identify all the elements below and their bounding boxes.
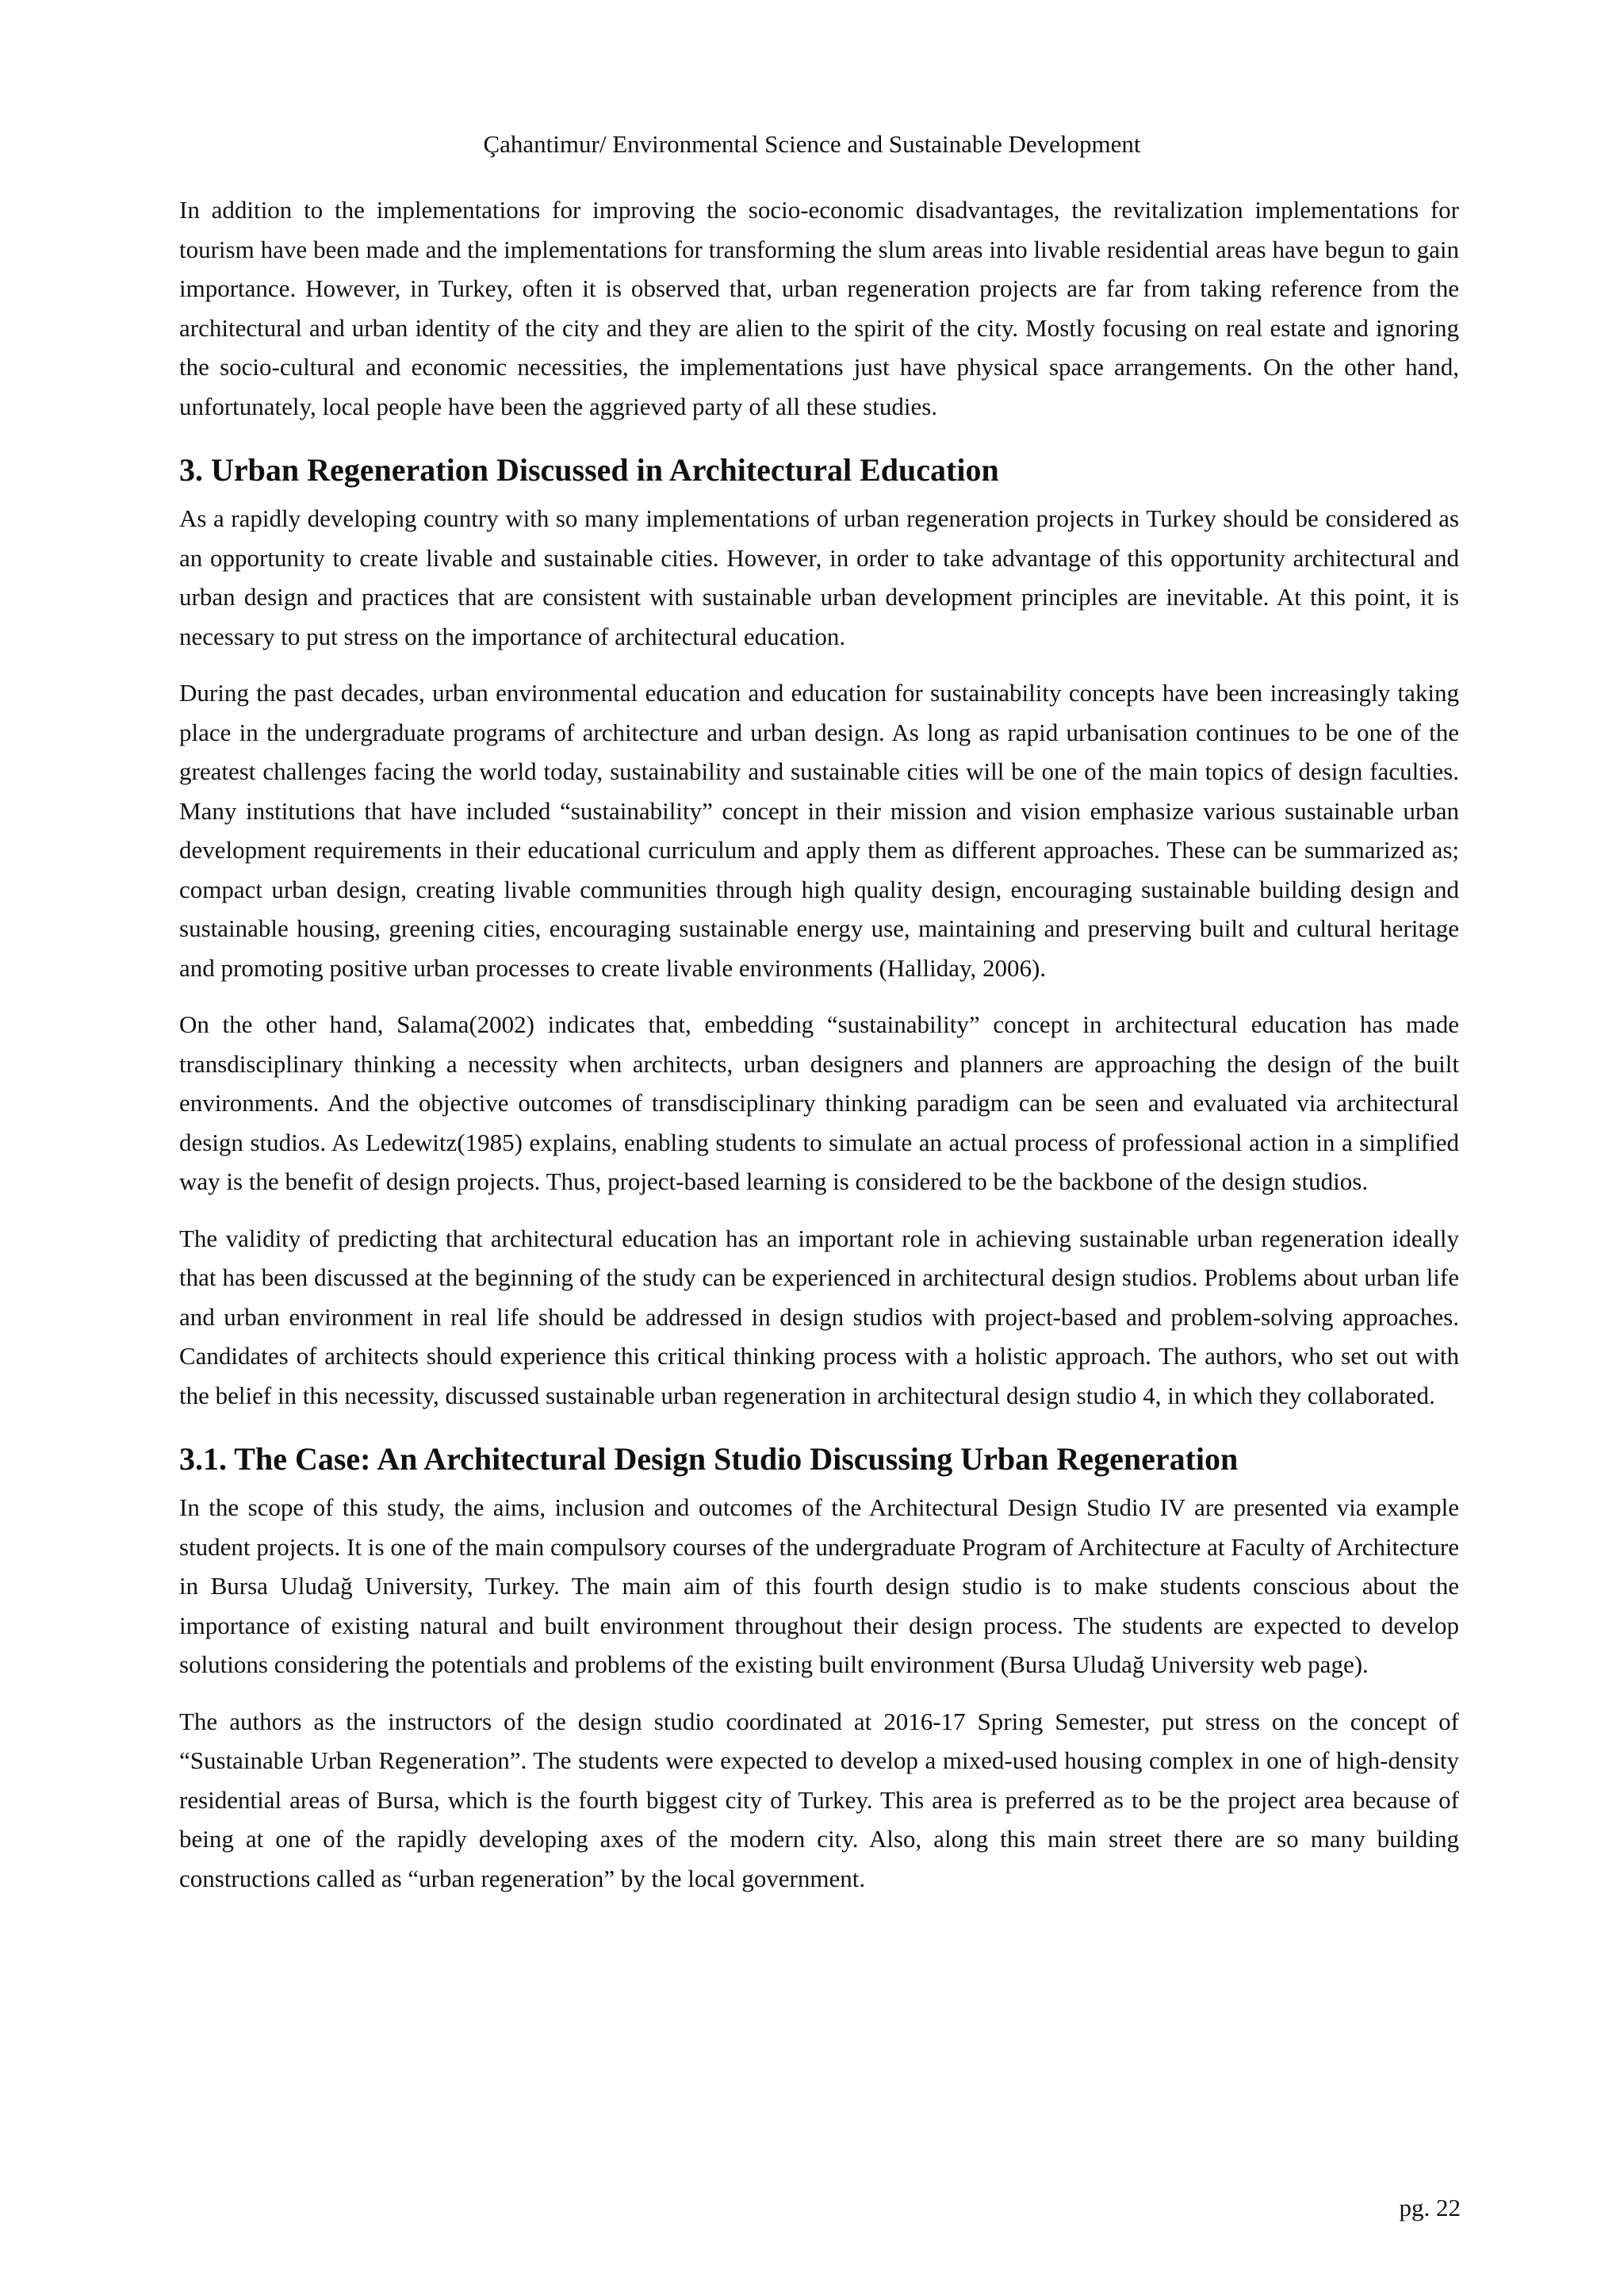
page-content [179, 190, 1459, 1915]
section-3-paragraph-1: As a rapidly developing country with so many implementations of urban regeneration projects in Turkey should be considered as an opportunity to create livable and sustainable cities. However, in order to take advantage of this opportunity architectural and urban design and practices that are consistent with sustainable urban development principles are inevitable. At this point, it is necessary to put stress on the importance of architectural education. [179, 504, 1459, 650]
intro-paragraph: In addition to the implementations for improving the socio-economic disadvantages, the revitalization implementations for tourism have been made and the implementations for transforming the slum areas into livable residential areas have begun to gain importance. However, in Turkey, often it is observed that, urban regeneration projects are far from taking reference from the architectural and urban identity of the city and they are alien to the spirit of the city. Mostly focusing on real estate and ignoring the socio-cultural and economic necessities, the implementations just have physical space arrangements. On the other hand, unfortunately, local people have been the aggrieved party of all these studies. [179, 196, 1459, 420]
section-3-paragraph-3: On the other hand, Salama(2002) indicates that, embedding “sustainability” concept in architectural education has made transdisciplinary thinking a necessity when architects, urban designers and planners are approaching the design of the built environments. And the objective outcomes of transdisciplinary thinking paradigm can be seen and evaluated via architectural design studios. As Ledewitz(1985) explains, enabling students to simulate an actual process of professional action in a simplified way is the benefit of design projects. Thus, project-based learning is considered to be the backbone of the design studios. [179, 1010, 1459, 1195]
section-3-1-paragraph-1: In the scope of this study, the aims, inclusion and outcomes of the Architectural Design Studio IV are presented via example student projects. It is one of the main compulsory courses of the undergraduate Program of Architecture at Faculty of Architecture in Bursa Uludağ University, Turkey. The main aim of this fourth design studio is to make students conscious about the importance of existing natural and built environment throughout their design process. The students are expected to develop solutions considering the potentials and problems of the existing built environment (Bursa Uludağ University web page). [179, 1493, 1459, 1678]
page-number: pg. 22 [1399, 2194, 1461, 2221]
section-3-paragraph-2: During the past decades, urban environmental education and education for sustainability concepts have been increasingly taking place in the undergraduate programs of architecture and urban design. As long as rapid urbanisation continues to be one of the greatest challenges facing the world today, sustainability and sustainable cities will be one of the main topics of design faculties. Many institutions that have included “sustainability” concept in their mission and vision emphasize various sustainable urban development requirements in their educational curriculum and apply them as different approaches. These can be summarized as; compact urban design, creating livable communities through high quality design, encouraging sustainable building design and sustainable housing, greening cities, encouraging sustainable energy use, maintaining and preserving built and cultural heritage and promoting positive urban processes to create livable environments (Halliday, 2006). [179, 679, 1459, 982]
section-3-paragraph-4: The validity of predicting that architectural education has an important role in achieving sustainable urban regeneration ideally that has been discussed at the beginning of the study can be experienced in architectural design studios. Problems about urban life and urban environment in real life should be addressed in design studios with project-based and problem-solving approaches. Candidates of architects should experience this critical thinking process with a holistic approach. The authors, who set out with the belief in this necessity, discussed sustainable urban regeneration in architectural design studio 4, in which they collaborated. [179, 1224, 1459, 1409]
section-3-1-paragraph-2: The authors as the instructors of the design studio coordinated at 2016-17 Spring Semester, put stress on the concept of “Sustainable Urban Regeneration”. The students were expected to develop a mixed-used housing complex in one of high-density residential areas of Bursa, which is the fourth biggest city of Turkey. This area is preferred as to be the project area because of being at one of the rapidly developing axes of the modern city. Also, along this main street there are so many building constructions called as “urban regeneration” by the local government. [179, 1707, 1459, 1892]
running-header: Çahantimur/ Environmental Science and Sustainable Development [483, 130, 1141, 158]
section-3-heading: 3. Urban Regeneration Discussed in Architectural Education [179, 452, 999, 488]
section-3-1-heading: 3.1. The Case: An Architectural Design Studio Discussing Urban Regeneration [179, 1441, 1239, 1477]
